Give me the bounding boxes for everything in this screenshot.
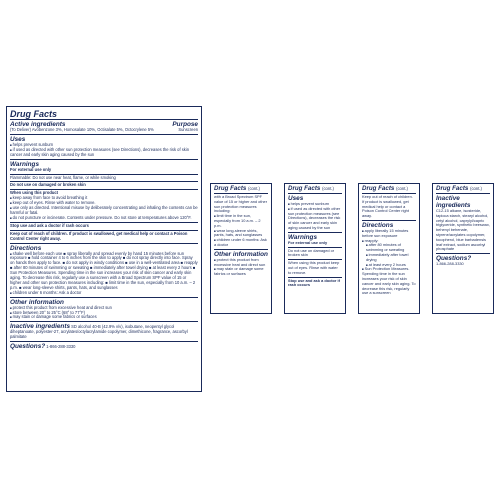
cont-label: (cont.): [322, 186, 334, 191]
panel-title: [436, 185, 490, 194]
list-item: ■ helps prevent sunburn: [288, 202, 342, 207]
directions-list: [10, 252, 198, 296]
panel-list: [362, 229, 416, 296]
stop-use-text: Stop use and ask a doctor if rash occurs: [288, 277, 340, 288]
list-item: ■ keep away from face to avoid breathing it: [10, 196, 198, 201]
active-ingredients-heading: Active ingredients: [10, 121, 66, 128]
divider: [10, 297, 198, 298]
inactive-ingredients-block: [10, 323, 198, 340]
list-item: ■ keep out of eyes. Rinse with water to remove.: [10, 201, 198, 206]
other-information-heading: Other information: [10, 298, 64, 306]
directions-heading: Directions: [10, 244, 42, 252]
list-item: ■ at least every 2 hours: [362, 263, 416, 268]
list-item: ■ protect this product from excessive heat and direct sun: [10, 306, 198, 311]
drug-facts-panel-4: [432, 183, 494, 314]
do-not-use-text: Do not use on damaged or broken skin: [10, 182, 86, 188]
stop-use-text: Stop use and ask a doctor if rash occurs: [10, 222, 89, 228]
list-item: ■ helps prevent sunburn: [10, 143, 198, 148]
list-item: ■ if used as directed with other sun protection measures (see Directions), decreases the risk of skin cancer and early skin aging caused by the sun: [10, 148, 198, 158]
panel-title-text: Drug Facts: [436, 185, 469, 192]
panel-list: [214, 258, 268, 277]
when-using-text: When using this product keep out of eyes. Rinse with water to remove.: [288, 260, 340, 275]
list-item: ■ immediately after towel drying: [362, 253, 416, 263]
divider: [10, 321, 198, 322]
cont-label: (cont.): [470, 186, 482, 191]
panel-title: [288, 185, 342, 194]
list-item: ■ may stain or damage some fabrics or surfaces: [214, 267, 268, 277]
divider: [10, 243, 198, 244]
divider: [288, 232, 342, 233]
questions-phone: 1-866-288-3330: [46, 344, 76, 350]
list-item: ■ limit time in the sun, especially from 10 a.m. – 2 p.m.: [214, 214, 268, 228]
drug-facts-main-panel: [6, 106, 202, 392]
inactive-ingredients-heading: Inactive ingredients: [10, 323, 71, 331]
divider: [362, 220, 416, 221]
list-item: ■ children under 6 months: Ask a doctor: [214, 238, 268, 248]
list-item: ■ shake well before each use ■ spray liberally and spread evenly by hand 15 minutes before sun exposure ■ hold container 4 to 6 inches from the skin to apply ■ do not spray directly into face. Spray on hands then apply to face. ■ do not apply in windy conditions ■ use in a well-ventilated area ■ reapply ■ after 80 minutes of swimming or sweating ■ immediately after towel drying ■ at least every 2 hours ■ Sun Protection Measures. Spending time in the sun increases your risk of skin cancer and early skin aging. To decrease this risk, regularly use a sunscreen with a Broad Spectrum SPF value of 15 or higher and other sun protection measures including: ■ limit time in the sun, especially from 10 a.m. – 2 p.m. ■ wear long-sleeve shirts, pants, hats, and sunglasses: [10, 252, 198, 291]
uses-list: [10, 143, 198, 158]
inactive-ingredients-text: SD alcohol 40-B (42.9% v/v), isobutane, neopentyl glycol diheptanoate, polyester-27, acrylates/octylacrylamide copolymer, dimethicone, fragrance, ascorbyl palmitate: [10, 324, 188, 340]
external-use-text: For external use only: [10, 166, 52, 172]
list-item: ■ wear long-sleeve shirts, pants, hats, and sunglasses: [214, 229, 268, 239]
panel-list: [214, 214, 268, 248]
panel-title-text: Drug Facts: [362, 185, 395, 192]
list-item: ■ if used as directed with other sun protection measures (see Directions), decreases the risk of skin cancer and early skin aging caused by the sun: [288, 207, 342, 231]
directions-heading: Directions: [362, 221, 394, 229]
warnings-heading: Warnings: [10, 160, 39, 168]
list-item: ■ store between 20° to 25°C (68° to 77°F): [10, 311, 198, 316]
list-item: ■ after 80 minutes of swimming or sweating: [362, 243, 416, 253]
drug-facts-panel-1: [210, 183, 272, 314]
list-item: ■ children under 6 months: Ask a doctor: [10, 291, 198, 296]
panel-title-text: Drug Facts: [288, 185, 321, 192]
divider: [10, 134, 198, 135]
other-information-heading: Other information: [214, 250, 268, 258]
drug-facts-title: Drug Facts: [10, 109, 198, 120]
keep-out-of-reach-text: Keep out of reach of children. If product is swallowed, get medical help or contact a Poison Control Center right away.: [10, 230, 188, 241]
cont-label: (cont.): [396, 186, 408, 191]
list-item: ■ Sun Protection Measures. Spending time in the sun increases your risk of skin cancer and early skin aging. To decrease this risk, regularly use a sunscreen: [362, 267, 416, 296]
divider: [214, 249, 268, 250]
questions-heading: Questions?: [436, 255, 472, 263]
external-use-text: For external use only: [288, 239, 328, 245]
list-item: ■ apply liberally 15 minutes before sun exposure: [362, 229, 416, 239]
list-item: ■ may stain or damage some fabrics or surfaces: [10, 315, 198, 320]
when-using-list: [10, 196, 198, 221]
panel-text: with a Broad Spectrum SPF value of 15 or higher and other sun protection measures including:: [214, 194, 267, 214]
questions-heading: Questions?: [10, 343, 46, 351]
flammable-text: Flammable: Do not use near heat, flame, or while smoking: [10, 174, 116, 180]
list-item: ■ protect this product from excessive heat and direct sun: [214, 258, 268, 268]
active-ingredients-row: [10, 128, 198, 133]
inactive-ingredients-heading: Inactive ingredients: [436, 195, 471, 209]
uses-heading: Uses: [288, 195, 304, 202]
warnings-heading: Warnings: [288, 233, 317, 241]
when-using-heading: When using this product: [10, 190, 58, 196]
panel-title: [362, 185, 416, 194]
active-ingredients-text: (To Deliver) Avobenzone 3%, Homosalate 10%, Octisalate 5%, Octocrylene 5%: [10, 127, 154, 132]
panel-list: [288, 202, 342, 231]
divider: [10, 341, 198, 342]
other-information-list: [10, 306, 198, 321]
do-not-use-text: Do not use on damaged or broken skin: [288, 247, 335, 258]
panel-title: [214, 185, 268, 194]
inactive-ingredients-text: C12-15 alkane, isosteride, tapioca starch, stearyl alcohol, cetyl alcohol, caprylyl/capric triglyceride, synthetic beeswax, behenyl behenate, styrene/acrylates copolymer, tocopherol, blue barbadensis leaf extract, sodium ascorbyl phosphate: [436, 208, 490, 252]
questions-phone: 1-866-288-3330: [436, 261, 464, 267]
panel-title-text: Drug Facts: [214, 185, 247, 192]
drug-facts-panel-2: [284, 183, 346, 314]
list-item: ■ reapply:: [362, 239, 416, 244]
divider: [10, 159, 198, 160]
divider: [436, 253, 490, 254]
uses-heading: Uses: [10, 135, 26, 143]
cont-label: (cont.): [248, 186, 260, 191]
list-item: ■ use only as directed. Intentional misuse by deliberately concentrating and inhaling the contents can be harmful or fatal.: [10, 206, 198, 216]
keep-out-of-reach-text: Keep out of reach of children. If product is swallowed, get medical help or contact a Poison Control Center right away.: [362, 194, 413, 219]
purpose-text: Sunscreen: [178, 127, 198, 132]
list-item: ■ do not puncture or incinerate. Contents under pressure. Do not store at temperatures above 120°F.: [10, 216, 198, 221]
questions-block: [10, 343, 198, 350]
drug-facts-panel-3: [358, 183, 420, 314]
purpose-heading: Purpose: [172, 121, 198, 128]
